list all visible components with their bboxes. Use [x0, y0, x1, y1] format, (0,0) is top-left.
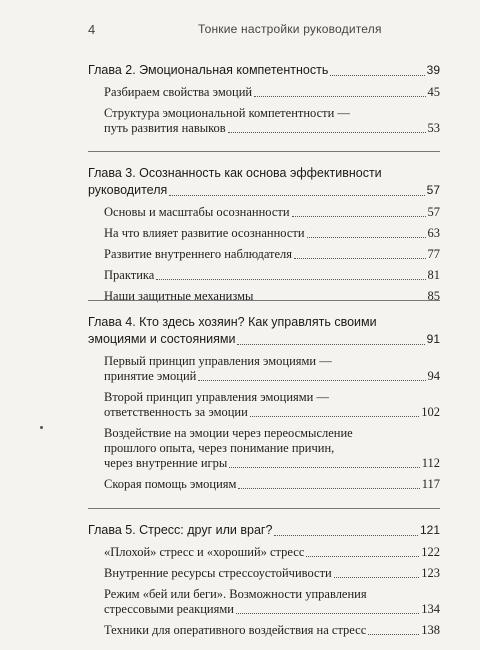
- page-ref: 94: [427, 369, 440, 383]
- entry-text: Разбираем свойства эмоций: [104, 85, 253, 99]
- entry-text: Техники для оперативного воздействия на стресс: [104, 623, 367, 637]
- page-ref: 45: [427, 85, 440, 99]
- entry-text: стрессовыми реакциями: [104, 602, 234, 616]
- toc-entry: [88, 623, 440, 638]
- chapter-title-text: эмоциями и состояниями: [88, 332, 236, 346]
- chapter-title-text: Глава 3. Осознанность как основа эффективности: [88, 166, 382, 180]
- toc-entry: [88, 390, 440, 420]
- entry-text: ответственность за эмоции: [104, 405, 248, 419]
- dot-leader: [274, 535, 418, 536]
- page-ref: 57: [426, 183, 440, 197]
- entry-text: через внутренние игры: [104, 456, 228, 470]
- page-ref: 63: [427, 226, 440, 240]
- entry-text: Внутренние ресурсы стрессоустойчивости: [104, 566, 332, 580]
- toc-entry: [88, 354, 440, 384]
- page-ref: 123: [421, 566, 440, 580]
- dot-leader: [307, 237, 426, 238]
- page-ref: 39: [426, 63, 440, 77]
- toc-entry: [88, 289, 440, 304]
- chapter-divider: [88, 151, 440, 152]
- dot-leader: [236, 613, 419, 614]
- chapter-divider: [88, 300, 440, 301]
- chapter-title-text: руководителя: [88, 183, 168, 197]
- running-header: [88, 22, 440, 42]
- page-ref: 102: [421, 405, 440, 419]
- dot-leader: [254, 96, 425, 97]
- chapter-section: [88, 314, 440, 498]
- dot-leader: [334, 577, 420, 578]
- entry-text: Основы и масштабы осознанности: [104, 205, 290, 219]
- chapter-section: [88, 165, 440, 310]
- page-ref: 81: [427, 268, 440, 282]
- toc-entry: [88, 268, 440, 283]
- dot-leader: [294, 258, 425, 259]
- chapter-title: [88, 165, 440, 199]
- running-title: Тонкие настройки руководителя: [198, 22, 382, 36]
- page-ref: 85: [427, 289, 440, 303]
- dot-leader: [237, 344, 424, 345]
- page-ref: 53: [427, 121, 440, 135]
- entry-text: Воздействие на эмоции через переосмысление: [104, 426, 353, 440]
- chapter-section: [88, 522, 440, 644]
- chapter-title-text: Глава 5. Стресс: друг или враг?: [88, 523, 273, 537]
- dot-leader: [330, 75, 424, 76]
- chapter-section: [88, 62, 440, 142]
- page-ref: 122: [421, 545, 440, 559]
- page-ref: 57: [427, 205, 440, 219]
- toc-entry: [88, 426, 440, 471]
- stray-mark: [40, 426, 43, 429]
- chapter-title-text: Глава 2. Эмоциональная компетентность: [88, 63, 329, 77]
- dot-leader: [228, 132, 426, 133]
- dot-leader: [238, 488, 419, 489]
- entry-text: Второй принцип управления эмоциями —: [104, 390, 329, 404]
- dot-leader: [229, 467, 419, 468]
- dot-leader: [292, 216, 426, 217]
- page-ref: 91: [426, 332, 440, 346]
- dot-leader: [169, 195, 424, 196]
- chapter-title: [88, 314, 440, 348]
- chapter-title: [88, 62, 440, 79]
- entry-text: «Плохой» стресс и «хороший» стресс: [104, 545, 305, 559]
- entry-text: принятие эмоций: [104, 369, 197, 383]
- entry-text: Режим «бей или беги». Возможности управления: [104, 587, 367, 601]
- entry-text: Развитие внутреннего наблюдателя: [104, 247, 293, 261]
- chapter-title-text: Глава 4. Кто здесь хозяин? Как управлять своими: [88, 315, 377, 329]
- entry-text: Структура эмоциональной компетентности —: [104, 106, 350, 120]
- entry-text: Наши защитные механизмы: [104, 289, 254, 303]
- chapter-divider: [88, 508, 440, 509]
- entry-text: путь развития навыков: [104, 121, 226, 135]
- toc-entry: [88, 226, 440, 241]
- page-ref: 112: [421, 456, 440, 470]
- page-ref: 117: [421, 477, 440, 491]
- toc-entry: [88, 247, 440, 262]
- dot-leader: [306, 556, 419, 557]
- page-number: 4: [88, 22, 96, 37]
- dot-leader: [250, 416, 419, 417]
- toc-entry: [88, 106, 440, 136]
- toc-entry: [88, 85, 440, 100]
- toc-entry: [88, 566, 440, 581]
- entry-text: Первый принцип управления эмоциями —: [104, 354, 332, 368]
- entry-text: прошлого опыта, через понимание причин,: [104, 441, 335, 455]
- toc-entry: [88, 587, 440, 617]
- entry-text: На что влияет развитие осознанности: [104, 226, 305, 240]
- toc-entry: [88, 545, 440, 560]
- chapter-title: [88, 522, 440, 539]
- entry-text: Скорая помощь эмоциям: [104, 477, 237, 491]
- page-ref: 121: [419, 523, 440, 537]
- page-ref: 77: [427, 247, 440, 261]
- toc-entry: [88, 205, 440, 220]
- dot-leader: [368, 634, 419, 635]
- dot-leader: [156, 279, 425, 280]
- dot-leader: [198, 380, 425, 381]
- toc-entry: [88, 477, 440, 492]
- page-ref: 134: [421, 602, 440, 616]
- entry-text: Практика: [104, 268, 155, 282]
- page-ref: 138: [421, 623, 440, 637]
